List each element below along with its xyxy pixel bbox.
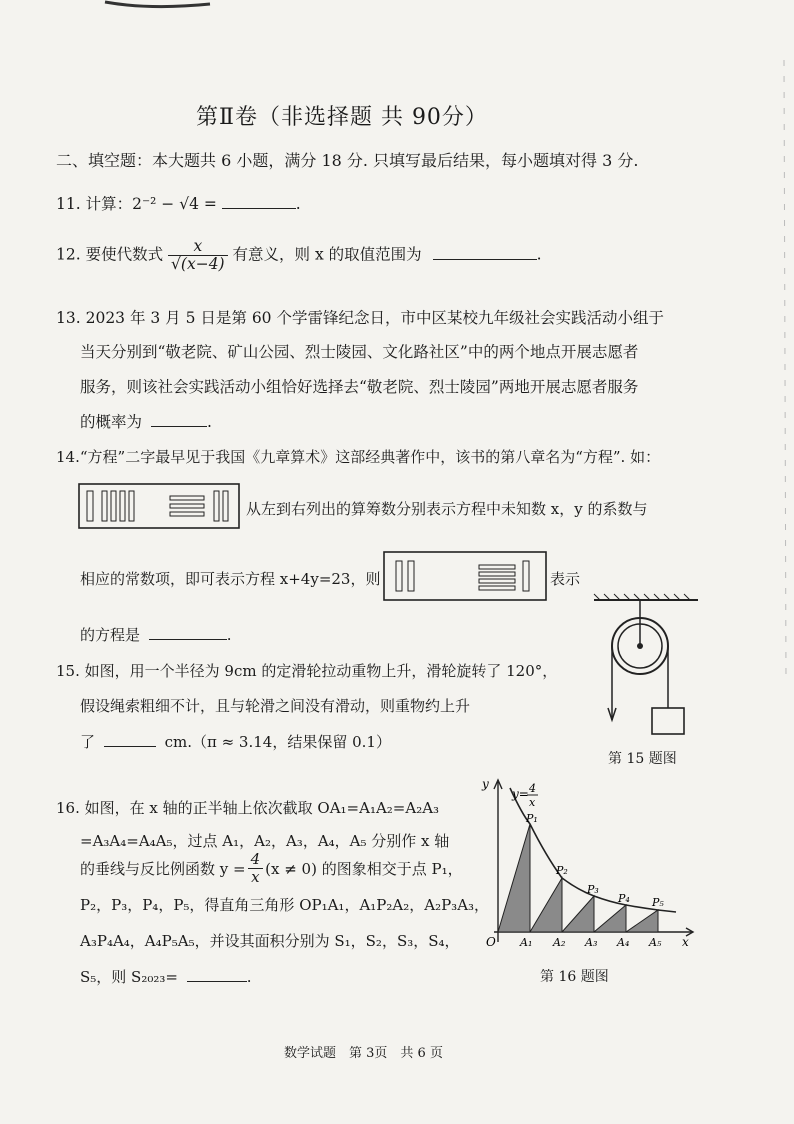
question-text: 假设绳索粗细不计，且与轮滑之间没有滑动，则重物约上升 [80,697,471,715]
triangle-s5 [626,910,658,932]
point-label-a2: A₂ [553,936,566,949]
function-label: y= [512,787,529,801]
scan-mark [100,0,220,14]
fraction: $\frac{4}{x}$ [248,851,264,885]
question-text: 有意义，则 x 的取值范围为 [232,245,422,264]
question-text: 了 cm.（π ≈ 3.14，结果保留 0.1） [80,733,391,751]
point-label-a3: A₃ [585,936,598,949]
question-number: 11. [56,195,81,213]
question-number: 13. [56,309,81,327]
question-text: 如图，用一个半径为 9cm 的定滑轮拉动重物上升，滑轮旋转了 120°， [84,662,558,680]
question-text: 当天分别到“敬老院、矿山公园、烈士陵园、文化路社区”中的两个地点开展志愿者 [80,343,639,361]
point-label-p3: P₃ [587,883,599,896]
counting-rods-figure-1 [78,483,242,531]
question-text: 的方程是 . [80,626,232,644]
question-text: A₃P₄A₄，A₄P₅A₅，并设其面积分别为 S₁，S₂，S₃，S₄， [80,932,460,950]
question-text: “方程”二字最早见于我国《九章算术》这部经典著作中，该书的第八章名为“方程”. 如： [79,448,661,466]
question-text: 的概率为 . [80,413,212,431]
triangle-s3 [562,896,594,932]
inverse-function-graph [476,772,700,952]
counting-rods-figure-2 [383,551,549,603]
point-label-a1: A₁ [520,936,533,949]
y-axis-label: y [482,777,489,791]
question-number: 14. [56,448,80,466]
section-heading: 二、填空题：本大题共 6 小题，满分 18 分. 只填写最后结果，每小题填对得 3 分. [56,151,639,170]
fraction: $\frac{x}{√(x-4)}$ [168,238,228,273]
question-text: 表示 [550,570,581,588]
triangle-s4 [594,905,626,932]
page-footer: 数学试题 第 3页 共 6 页 [284,1046,443,1061]
function-label-den: x [529,796,536,809]
question-text: 2023 年 3 月 5 日是第 60 个学雷锋纪念日，市中区某校九年级社会实践活动小组于 [85,309,664,327]
question-text: 的垂线与反比例函数 y = $\frac{4}{x}$ (x ≠ 0) 的图象相交于点 P₁， [80,850,463,886]
x-axis-label: x [682,935,689,949]
question-text: 要使代数式 [85,245,164,264]
triangle-s1 [498,824,530,932]
answer-blank[interactable] [433,258,537,260]
point-label-a4: A₄ [617,936,630,949]
question-number: 15. [56,662,80,680]
figure-caption: 第 15 题图 [608,751,677,767]
answer-blank[interactable] [104,745,156,747]
point-label-p4: P₄ [618,892,630,905]
question-text: 如图，在 x 轴的正半轴上依次截取 OA₁=A₁A₂=A₂A₃ [84,799,440,817]
question-13 [56,306,664,328]
question-text: 服务，则该社会实践活动小组恰好选择去“敬老院、烈士陵园”两地开展志愿者服务 [80,378,639,396]
answer-blank[interactable] [187,980,247,982]
question-number: 16. [56,799,80,817]
point-label-p5: P₅ [652,896,664,909]
question-text: 从左到右列出的算筹数分别表示方程中未知数 x，y 的系数与 [246,500,648,518]
answer-blank[interactable] [222,207,296,209]
question-text: S₅，则 S₂₀₂₃= . [80,968,252,986]
point-label-p1: P₁ [526,812,538,825]
page-title: 第Ⅱ卷（非选择题 共 90分） [196,105,488,130]
triangle-s2 [530,878,562,932]
function-label-num: 4 [529,782,536,795]
scan-edge-mark [776,60,792,680]
question-number: 12. [56,245,81,264]
question-text: 计算：2⁻² − √4 = [85,195,222,213]
figure-caption: 第 16 题图 [540,969,609,985]
question-11: 11. 计算：2⁻² − √4 = . [56,195,301,213]
answer-blank[interactable] [151,425,207,427]
question-12: 12. 要使代数式 $\frac{x}{√(x-4)}$ 有意义，则 x 的取值范围为 . [56,237,542,274]
question-16 [56,797,439,818]
origin-label: O [486,935,496,949]
point-label-a5: A₅ [649,936,662,949]
question-text: 相应的常数项，即可表示方程 x+4y=23，则 [80,570,381,588]
point-label-p2: P₂ [556,864,568,877]
answer-blank[interactable] [149,638,227,640]
question-14 [56,446,660,467]
pulley-figure [590,592,710,742]
question-15 [56,660,557,681]
question-text: =A₃A₄=A₄A₅，过点 A₁，A₂，A₃，A₄，A₅ 分别作 x 轴 [80,832,450,850]
question-text: P₂，P₃，P₄，P₅，得直角三角形 OP₁A₁，A₁P₂A₂，A₂P₃A₃， [80,896,490,914]
